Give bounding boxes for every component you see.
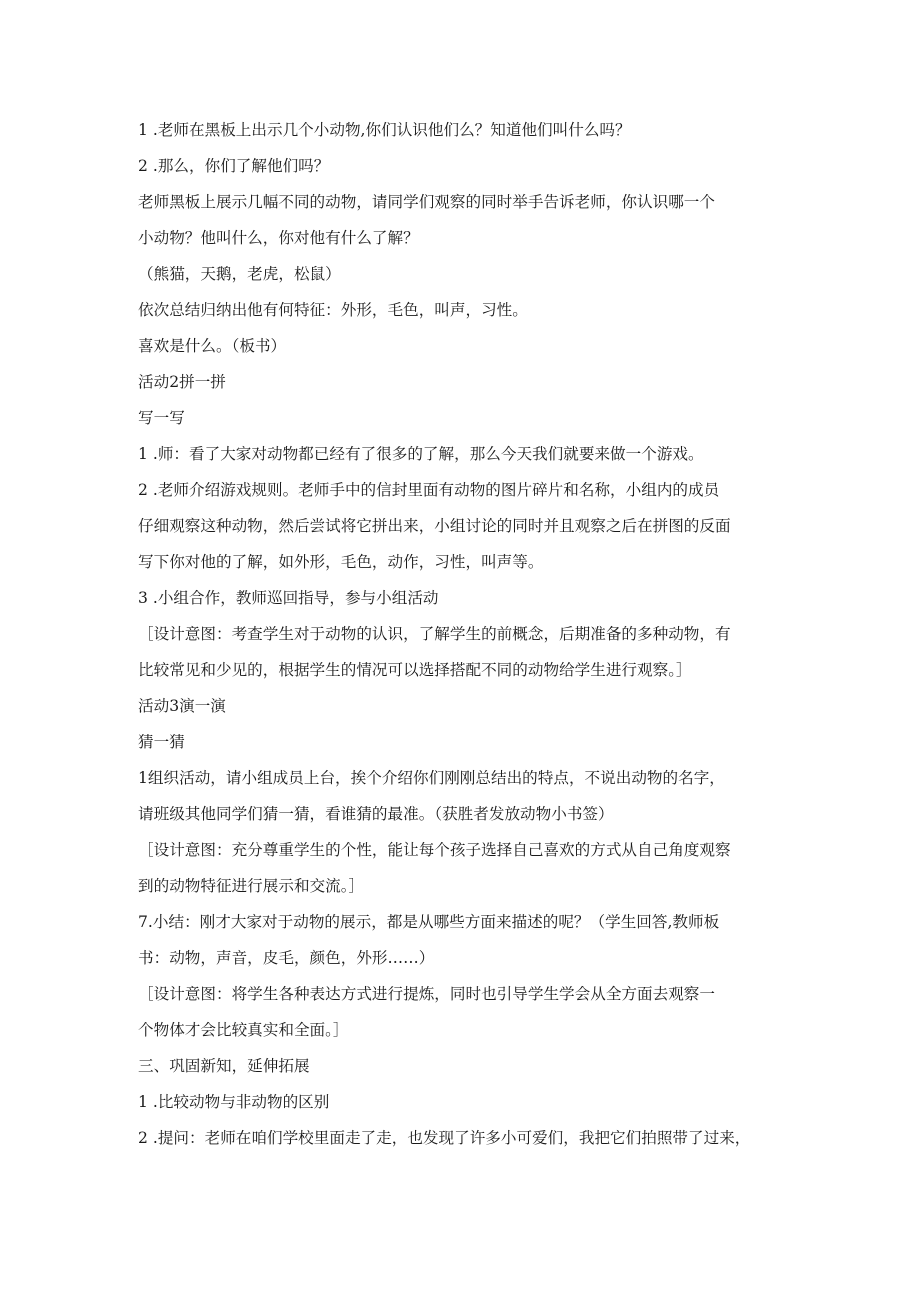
text-line: 依次总结归纳出他有何特征：外形，毛色，叫声，习性。 bbox=[138, 301, 528, 319]
text-line: 猜一猜 bbox=[138, 733, 185, 751]
text-line: 个物体才会比较真实和全面。］ bbox=[138, 1021, 349, 1039]
text-line: 书：动物，声音，皮毛，颜色，外形……） bbox=[138, 949, 435, 967]
text-line: ［设计意图：充分尊重学生的个性，能让每个孩子选择自己喜欢的方式从自己角度观察 bbox=[138, 841, 731, 859]
text-line: 仔细观察这种动物，然后尝试将它拼出来，小组讨论的同时并且观察之后在拼图的反面 bbox=[138, 517, 731, 535]
text-line: （熊猫，天鹅，老虎，松鼠） bbox=[138, 265, 341, 283]
text-line: 1组织活动，请小组成员上台，挨个介绍你们刚刚总结出的特点，不说出动物的名字， bbox=[138, 769, 725, 787]
text-line: 请班级其他同学们猜一猜，看谁猜的最准。（获胜者发放动物小书签） bbox=[138, 805, 614, 823]
text-line: ［设计意图：考查学生对于动物的认识，了解学生的前概念，后期准备的多种动物，有 bbox=[138, 625, 731, 643]
text-line: 比较常见和少见的，根据学生的情况可以选择搭配不同的动物给学生进行观察。］ bbox=[138, 661, 692, 679]
text-line: 2 .提问：老师在咱们学校里面走了走，也发现了许多小可爱们，我把它们拍照带了过来， bbox=[138, 1129, 751, 1147]
text-line: 2 .那么，你们了解他们吗？ bbox=[138, 157, 330, 175]
text-line: ［设计意图：将学生各种表达方式进行提炼，同时也引导学生学会从全方面去观察一 bbox=[138, 985, 715, 1003]
text-line: 老师黑板上展示几幅不同的动物，请同学们观察的同时举手告诉老师，你认识哪一个 bbox=[138, 193, 715, 211]
text-line: 到的动物特征进行展示和交流。］ bbox=[138, 877, 365, 895]
text-line: 喜欢是什么。（板书） bbox=[138, 337, 287, 355]
text-line: 写下你对他的了解，如外形，毛色，动作，习性，叫声等。 bbox=[138, 553, 544, 571]
text-line: 活动3演一演 bbox=[138, 697, 226, 715]
text-line: 7.小结：刚才大家对于动物的展示，都是从哪些方面来描述的呢？（学生回答,教师板 bbox=[138, 913, 720, 931]
text-line: 1 .老师在黑板上出示几个小动物,你们认识他们么？知道他们叫什么吗？ bbox=[138, 121, 631, 139]
text-line: 活动2拼一拼 bbox=[138, 373, 226, 391]
text-line: 1 .师：看了大家对动物都已经有了很多的了解，那么今天我们就要来做一个游戏。 bbox=[138, 445, 704, 463]
text-line: 写一写 bbox=[138, 409, 185, 427]
text-line: 2 .老师介绍游戏规则。老师手中的信封里面有动物的图片碎片和名称，小组内的成员 bbox=[138, 481, 720, 499]
text-line: 1 .比较动物与非动物的区别 bbox=[138, 1093, 330, 1111]
text-line: 三、巩固新知，延伸拓展 bbox=[138, 1057, 310, 1075]
text-line: 小动物？他叫什么，你对他有什么了解？ bbox=[138, 229, 419, 247]
text-line: 3 .小组合作，教师巡回指导，参与小组活动 bbox=[138, 589, 439, 607]
